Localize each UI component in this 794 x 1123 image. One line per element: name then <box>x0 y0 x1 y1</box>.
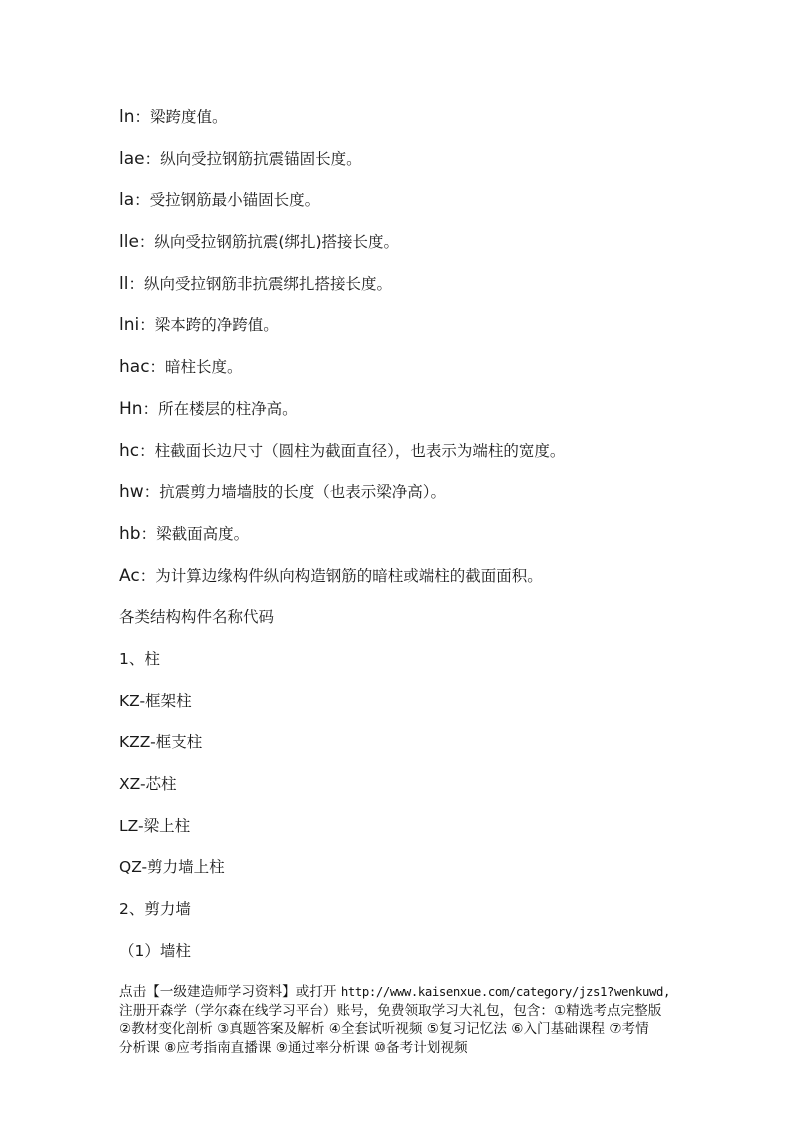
definition-text: ：柱截面长边尺寸（圆柱为截面直径），也表示为端柱的宽度。 <box>139 441 566 460</box>
definition-line-la <box>119 185 689 227</box>
definition-term: hc <box>119 440 140 461</box>
subheading-wall-column: （1）墙柱 <box>119 941 191 960</box>
code-item: KZZ-框支柱 <box>119 733 203 752</box>
definition-text: ：纵向受拉钢筋抗震(绑扎)搭接长度。 <box>138 233 400 252</box>
definition-line-hac <box>119 352 689 394</box>
section-heading: 各类结构构件名称代码 <box>119 608 275 627</box>
definition-text: ：纵向受拉钢筋非抗震绑扎搭接长度。 <box>128 274 392 293</box>
definition-text: ：为计算边缘构件纵向构造钢筋的暗柱或端柱的截面面积。 <box>139 566 543 585</box>
definition-term: lle <box>119 232 139 253</box>
definition-term: la <box>119 190 135 211</box>
definition-line-lae <box>119 144 689 186</box>
definition-text: ：梁本跨的净跨值。 <box>139 316 279 335</box>
definition-text: ：受拉钢筋最小锚固长度。 <box>134 191 321 210</box>
promo-footer <box>119 983 689 1057</box>
definition-line-ac <box>119 561 689 603</box>
definition-text: ：抗震剪力墙墙肢的长度（也表示梁净高）。 <box>143 483 446 502</box>
definition-text: ：梁截面高度。 <box>140 524 250 543</box>
footer-url[interactable]: http://www.kaisenxue.com/category/jzs1?wenkuwd, <box>340 985 670 999</box>
definition-line-hc <box>119 436 689 478</box>
footer-line-2: 注册开森学（学尔森在线学习平台）账号，免费领取学习大礼包，包含：①精选考点完整版 <box>119 1002 662 1019</box>
code-item: LZ-梁上柱 <box>119 816 191 835</box>
footer-link-text[interactable]: 点击【一级建造师学习资料】或打开 <box>119 984 341 1000</box>
definition-term: hac <box>119 357 150 378</box>
definition-text: ：梁跨度值。 <box>134 108 228 126</box>
definition-term: hw <box>119 482 144 503</box>
definition-line-ln <box>119 102 689 144</box>
footer-line-4: 分析课 ⑧应考指南直播课 ⑨通过率分析课 ⑩备考计划视频 <box>119 1039 468 1056</box>
definition-text: ：纵向受拉钢筋抗震锚固长度。 <box>144 149 362 168</box>
footer-line-3: ②教材变化剖析 ③真题答案及解析 ④全套试听视频 ⑤复习记忆法 ⑥入门基础课程 ⑦考情 <box>119 1021 649 1037</box>
code-item: XZ-芯柱 <box>119 775 177 793</box>
definition-term: ln <box>119 107 135 127</box>
definition-line-lle <box>119 227 689 269</box>
definition-text: ：暗柱长度。 <box>149 358 243 377</box>
definition-term: lni <box>119 315 140 336</box>
definition-line-ll <box>119 269 689 311</box>
footer-line-1 <box>119 983 689 1002</box>
definition-line-hw <box>119 477 689 519</box>
definition-line-lni <box>119 310 689 352</box>
definition-line-hn <box>119 394 689 436</box>
definition-text: ：所在楼层的柱净高。 <box>142 399 298 418</box>
definition-term: ll <box>119 273 129 294</box>
subheading-column: 1、柱 <box>119 649 160 668</box>
definition-line-hb <box>119 519 689 561</box>
code-item: KZ-框架柱 <box>119 691 192 710</box>
definition-term: Hn <box>119 398 143 419</box>
definition-term: hb <box>119 523 141 544</box>
definition-term: Ac <box>119 565 140 586</box>
code-item: QZ-剪力墙上柱 <box>119 858 225 877</box>
document-body <box>119 102 689 977</box>
subheading-shear-wall: 2、剪力墙 <box>119 900 191 919</box>
definition-term: lae <box>119 148 145 169</box>
